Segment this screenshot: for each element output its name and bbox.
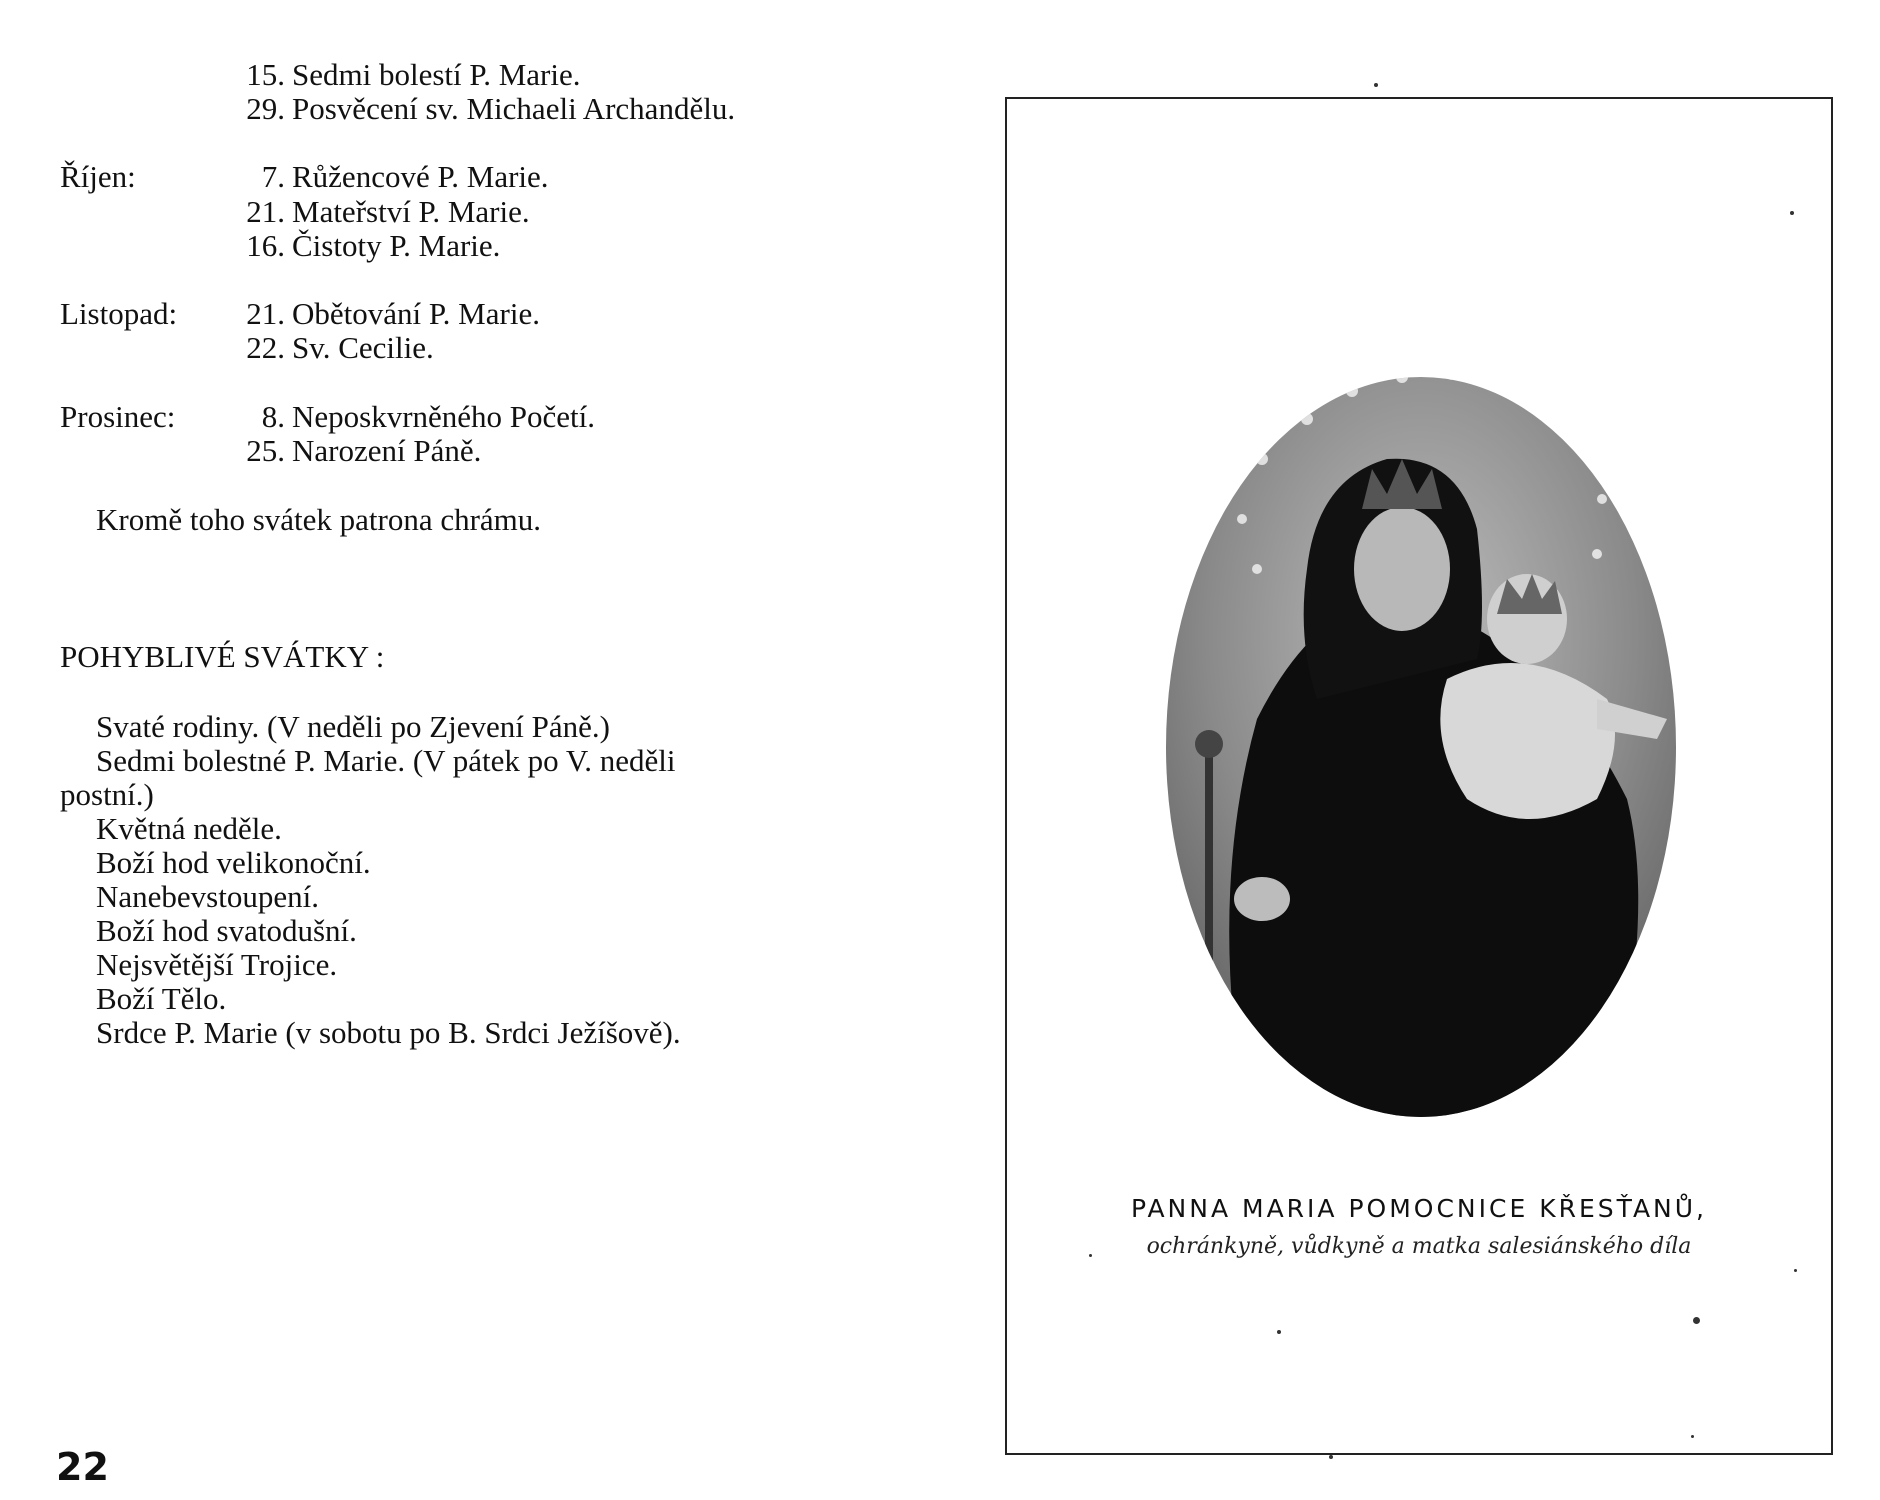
patron-note: Kromě toho svátek patrona chrámu. bbox=[96, 502, 542, 537]
feast-name: Narození Páně. bbox=[292, 433, 482, 468]
devotional-plate bbox=[1005, 97, 1833, 1455]
feast-day: 29. bbox=[246, 91, 285, 126]
list-item: postní.) bbox=[60, 777, 154, 812]
feast-day: 15. bbox=[246, 57, 285, 92]
print-speck bbox=[1691, 1435, 1694, 1438]
list-item: Boží hod velikonoční. bbox=[96, 845, 371, 880]
list-item: Boží hod svatodušní. bbox=[96, 913, 357, 948]
plate-caption-subtitle: ochránkyně, vůdkyně a matka salesiánského díla bbox=[1146, 1234, 1692, 1259]
print-speck bbox=[1374, 83, 1378, 87]
feast-day: 8. bbox=[261, 399, 285, 434]
feast-name: Neposkvrněného Početí. bbox=[292, 399, 596, 434]
feast-day: 21. bbox=[246, 296, 285, 331]
month-label: Prosinec: bbox=[60, 399, 176, 434]
feast-day: 22. bbox=[246, 330, 285, 365]
list-item: Svaté rodiny. (V neděli po Zjevení Páně.) bbox=[96, 709, 610, 744]
month-label: Říjen: bbox=[60, 159, 136, 194]
print-speck bbox=[1790, 211, 1794, 215]
feast-name: Růžencové P. Marie. bbox=[292, 159, 549, 194]
print-speck bbox=[1794, 1269, 1797, 1272]
feast-day: 25. bbox=[246, 433, 285, 468]
feast-name: Sedmi bolestí P. Marie. bbox=[292, 57, 581, 92]
plate-caption-title: PANNA MARIA POMOCNICE KŘESŤANŮ, bbox=[1130, 1194, 1708, 1223]
list-item: Nejsvětější Trojice. bbox=[96, 947, 338, 982]
month-label: Listopad: bbox=[60, 296, 178, 331]
list-item: Květná neděle. bbox=[96, 811, 282, 846]
feast-name: Čistoty P. Marie. bbox=[292, 228, 501, 263]
print-speck bbox=[1693, 1317, 1700, 1324]
feast-name: Sv. Cecilie. bbox=[292, 330, 434, 365]
feast-day: 7. bbox=[261, 159, 285, 194]
print-speck bbox=[1277, 1330, 1281, 1334]
feast-name: Obětování P. Marie. bbox=[292, 296, 540, 331]
list-item: Boží Tělo. bbox=[96, 981, 227, 1016]
movable-feasts-heading: POHYBLIVÉ SVÁTKY : bbox=[60, 639, 385, 674]
feast-name: Posvěcení sv. Michaeli Archandělu. bbox=[292, 91, 736, 126]
feast-name: Mateřství P. Marie. bbox=[292, 194, 530, 229]
feast-day: 16. bbox=[246, 228, 285, 263]
list-item: Nanebevstoupení. bbox=[96, 879, 319, 914]
feast-day: 21. bbox=[246, 194, 285, 229]
page-number: 22 bbox=[56, 1445, 109, 1489]
print-speck bbox=[1329, 1455, 1333, 1459]
list-item: Srdce P. Marie (v sobotu po B. Srdci Ježíšově). bbox=[96, 1015, 681, 1050]
print-speck bbox=[1089, 1254, 1092, 1257]
list-item: Sedmi bolestné P. Marie. (V pátek po V. neděli bbox=[96, 743, 676, 778]
